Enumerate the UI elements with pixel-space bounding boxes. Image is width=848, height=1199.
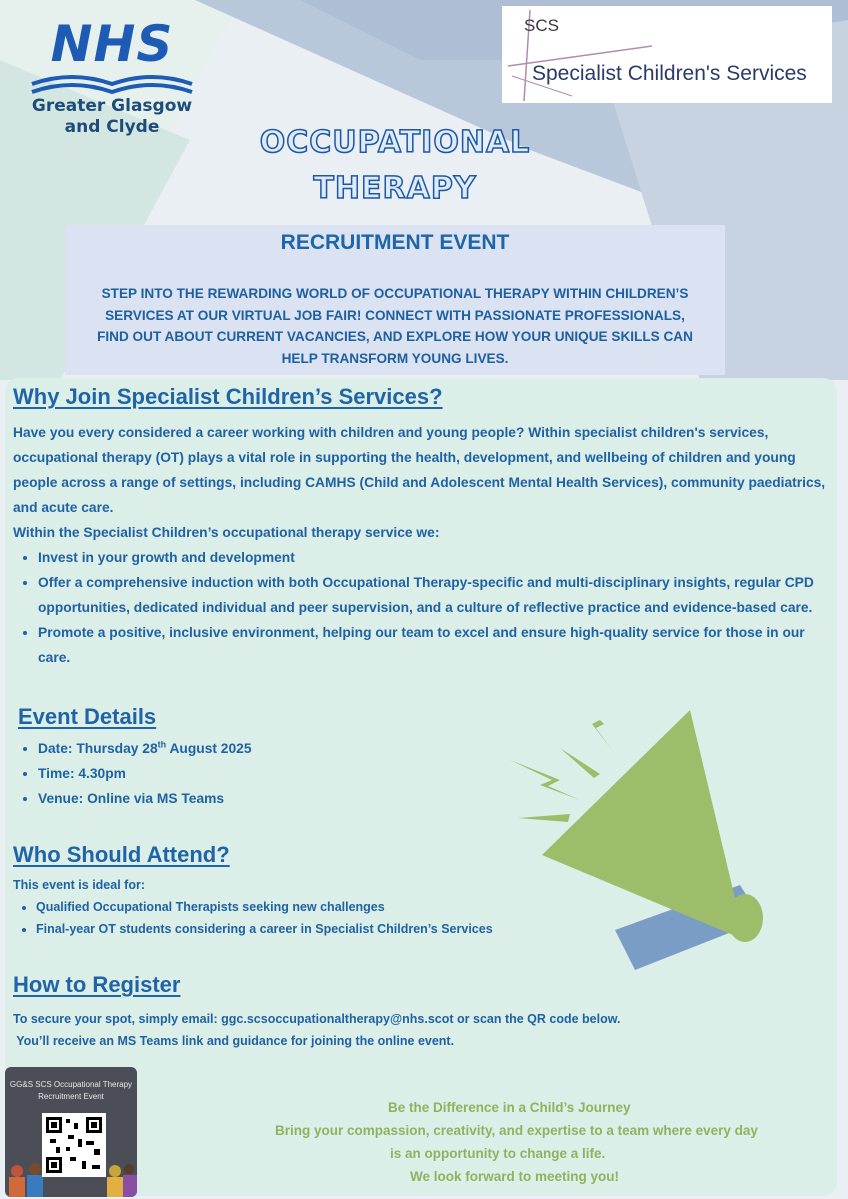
footer-line1: Be the Difference in a Child’s Journey (388, 1100, 631, 1115)
footer-line2: Bring your compassion, creativity, and expertise to a team where every day (275, 1123, 758, 1138)
footer-line4: We look forward to meeting you! (410, 1169, 620, 1184)
event-venue: • Venue: Online via MS Teams (38, 786, 538, 811)
list-item: • Qualified Occupational Therapists seeking new challenges (36, 896, 636, 918)
register-heading: How to Register (13, 972, 181, 997)
title-line2: THERAPY (313, 171, 477, 206)
footer-tagline (230, 1096, 848, 1188)
who-attend-heading: Who Should Attend? (13, 842, 230, 867)
register-line1: To secure your spot, simply email: ggc.scsoccupationaltherapy@nhs.scot or scan the QR code below. (13, 1012, 621, 1026)
recruitment-banner (65, 225, 725, 375)
recruitment-intro: STEP INTO THE REWARDING WORLD OF OCCUPATIONAL THERAPY WITHIN CHILDREN’S SERVICES AT OUR VIRTUAL JOB FAIR! CONNECT WITH PASSIONATE PROFESSIONALS, FIND OUT ABOUT CURRENT VACANCIES, AND EXPLORE HOW YOUR UNIQUE SKILLS CAN HELP TRANSFORM YOUNG LIVES. (97, 286, 693, 366)
qr-card-title: GG&S SCS Occupational Therapy Recruitment Event (9, 1080, 133, 1101)
event-time: • Time: 4.30pm (38, 761, 538, 786)
list-item: • Invest in your growth and development (38, 545, 838, 570)
nhs-logo (22, 15, 202, 138)
footer-line3: is an opportunity to change a life. (390, 1146, 606, 1161)
event-date: • Date: Thursday 28th August 2025 (38, 736, 538, 761)
page-title (230, 120, 560, 212)
who-attend-intro: This event is ideal for: (13, 878, 145, 892)
scs-abbr: SCS (524, 16, 559, 35)
why-join-heading: Why Join Specialist Children’s Services? (13, 384, 443, 409)
why-join-lead-in: Within the Specialist Children’s occupational therapy service we: (13, 525, 440, 540)
nhs-mark: NHS (50, 15, 174, 73)
recruitment-heading: RECRUITMENT EVENT (280, 231, 510, 254)
list-item: • Final-year OT students considering a career in Specialist Children’s Services (36, 918, 636, 940)
scs-name: Specialist Children's Services (532, 62, 807, 85)
who-attend-list (18, 896, 636, 940)
event-details-heading: Event Details (18, 704, 157, 729)
nhs-org-line1: Greater Glasgow (31, 96, 193, 116)
list-item: • Promote a positive, inclusive environment, helping our team to excel and ensure high-quality service for those in our care. (38, 620, 838, 670)
title-line1: OCCUPATIONAL (259, 125, 531, 160)
event-details-list (20, 736, 538, 811)
register-line2: You’ll receive an MS Teams link and guidance for joining the online event. (13, 1034, 455, 1048)
why-join-list (20, 545, 838, 670)
qr-card (5, 1067, 137, 1197)
megaphone-icon (500, 690, 810, 990)
nhs-org-line2: and Clyde (64, 117, 160, 137)
scs-logo (502, 6, 832, 103)
why-join-paragraph: Have you every considered a career working with children and young people? Within specialist children's services, occupational therapy (OT) plays a vital role in supporting the health, development, and wellbeing of children and young people across a range of settings, including CAMHS (Child and Adolescent Mental Health Services), community paediatrics, and acute care. (13, 425, 826, 515)
list-item: • Offer a comprehensive induction with both Occupational Therapy-specific and multi-disciplinary insights, regular CPD opportunities, dedicated individual and peer supervision, and a culture of reflective practice and evidence-based care. (38, 570, 838, 620)
qr-code-icon[interactable] (42, 1113, 106, 1177)
